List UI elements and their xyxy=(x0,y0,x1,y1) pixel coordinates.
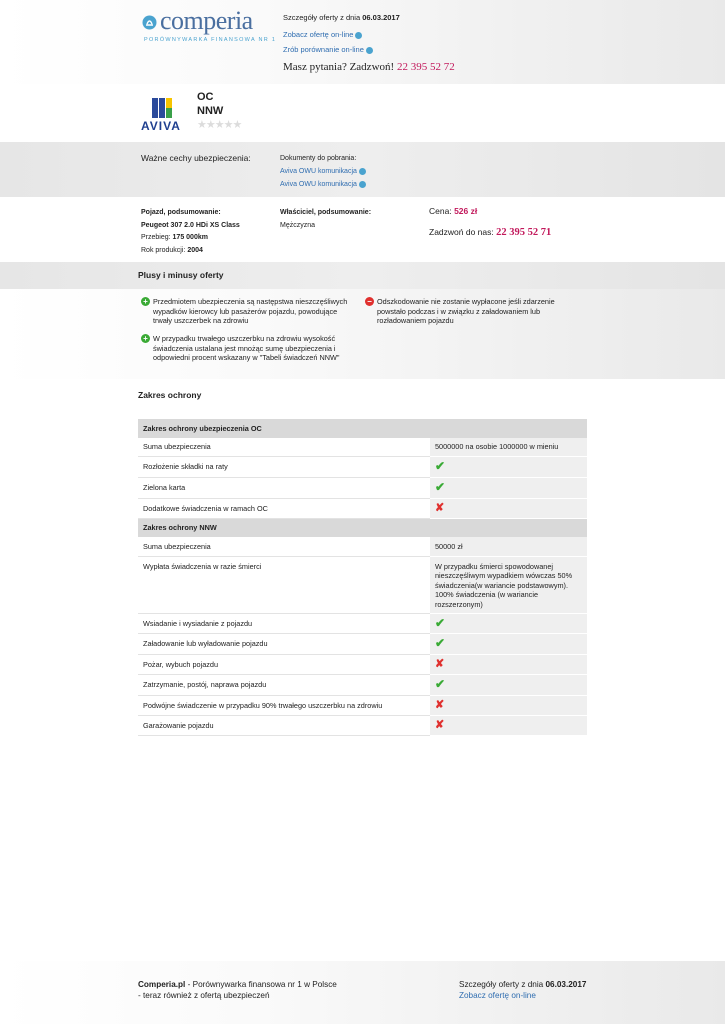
contact-line xyxy=(283,61,455,73)
features-section xyxy=(0,142,725,197)
owner-summary-title: Właściciel, podsumowanie: xyxy=(280,209,372,216)
section-title: Zakres ochrony NNW xyxy=(138,518,587,537)
footer-brand[interactable]: Comperia.pl xyxy=(138,980,186,989)
table-row xyxy=(138,613,587,633)
con-text: Odszkodowanie nie zostanie wypłacone jeśli zdarzenie powstało podczas i w związku z załadowaniem lub rozładowaniem pojazdu xyxy=(377,297,555,326)
document-link-label: Aviva OWU komunikacja xyxy=(280,168,357,175)
view-online-link[interactable] xyxy=(283,30,362,39)
arrow-circle-icon xyxy=(355,32,362,39)
star-icon: ★ xyxy=(205,119,215,131)
call-label: Zadzwoń do nas: xyxy=(429,227,494,237)
cross-icon: ✘ xyxy=(435,502,445,514)
row-label: Rozłożenie składki na raty xyxy=(138,456,430,477)
section-title: Zakres ochrony ubezpieczenia OC xyxy=(138,419,587,438)
owner-value: Mężczyzna xyxy=(280,221,316,229)
pro-item xyxy=(141,297,358,326)
pro-text: W przypadku trwałego uszczerbku na zdrowiu wysokość świadczenia ustalana jest mnożąc sumę ubezpieczenia i odpowiedni procent wskazany w "Tabeli świadczeń NNW" xyxy=(153,334,340,363)
star-icon: ★ xyxy=(232,119,242,131)
star-icon: ★ xyxy=(214,119,224,131)
arrow-circle-icon xyxy=(359,168,366,175)
view-online-label: Zobacz ofertę on-line xyxy=(283,30,354,39)
row-label: Pożar, wybuch pojazdu xyxy=(138,654,430,674)
vehicle-mileage xyxy=(141,232,240,245)
coverage-table xyxy=(138,419,587,736)
brand-name: comperia xyxy=(160,6,253,35)
footer-brand-block xyxy=(138,979,337,1001)
header xyxy=(0,0,725,84)
table-row xyxy=(138,556,587,613)
footer xyxy=(0,961,725,1024)
row-label: Zielona karta xyxy=(138,477,430,498)
check-icon: ✔ xyxy=(435,480,446,494)
star-icon: ★ xyxy=(223,119,233,131)
row-label: Garażowanie pojazdu xyxy=(138,715,430,735)
arrow-circle-icon xyxy=(359,181,366,188)
cross-icon: ✘ xyxy=(435,719,445,731)
comperia-logo-icon xyxy=(142,15,157,30)
mileage-label: Przebieg: xyxy=(141,234,171,241)
check-icon: ✔ xyxy=(435,636,446,650)
price-line xyxy=(429,206,477,216)
table-row xyxy=(138,456,587,477)
check-icon: ✔ xyxy=(435,677,446,691)
table-row xyxy=(138,695,587,715)
contact-question: Masz pytania? Zadzwoń! xyxy=(283,61,395,73)
brand-tagline: PORÓWNYWARKA FINANSOWA NR 1 xyxy=(144,37,277,43)
call-phone[interactable]: 22 395 52 71 xyxy=(496,227,552,238)
row-label: Suma ubezpieczenia xyxy=(138,537,430,556)
table-row xyxy=(138,633,587,654)
compare-online-label: Zrób porównanie on-line xyxy=(283,45,364,54)
footer-line2: - teraz również z ofertą ubezpieczeń xyxy=(138,991,270,1000)
price-label: Cena: xyxy=(429,206,452,216)
features-label: Ważne cechy ubezpieczenia: xyxy=(141,153,251,163)
check-icon: ✔ xyxy=(435,615,446,630)
row-label: Załadowanie lub wyładowanie pojazdu xyxy=(138,633,430,654)
footer-offer-date: 06.03.2017 xyxy=(545,980,587,989)
contact-phone[interactable]: 22 395 52 72 xyxy=(396,61,455,73)
pros-cons-header xyxy=(0,262,725,289)
documents-block xyxy=(280,152,366,191)
row-label: Dodatkowe świadczenia w ramach OC xyxy=(138,498,430,518)
year-label: Rok produkcji: xyxy=(141,246,186,254)
document-link[interactable] xyxy=(280,178,366,191)
footer-offer-block xyxy=(459,979,586,1001)
product-title-line2: NNW xyxy=(197,105,224,117)
table-row xyxy=(138,715,587,735)
coverage-section-header xyxy=(138,419,587,438)
plus-circle-icon: + xyxy=(141,297,150,306)
owner-summary xyxy=(280,207,371,232)
pros-cons-list xyxy=(0,289,725,379)
document-link[interactable] xyxy=(280,165,366,178)
year-value: 2004 xyxy=(187,246,203,254)
call-line xyxy=(429,227,551,238)
row-value: W przypadku śmierci spowodowanej nieszczęśliwym wypadkiem wówczas 50% świadczenia(w wariancie podstawowym). 100% świadczenia (w wariancie rozszerzonym) xyxy=(430,556,587,613)
table-row xyxy=(138,674,587,695)
mileage-value: 175 000km xyxy=(172,234,208,241)
vehicle-year xyxy=(141,245,240,258)
document-link-label: Aviva OWU komunikacja xyxy=(280,181,357,188)
row-value: 50000 zł xyxy=(430,537,587,556)
vehicle-model: Peugeot 307 2.0 HDi XS Class xyxy=(141,221,240,229)
plus-circle-icon: + xyxy=(141,334,150,343)
product-title-line1: OC xyxy=(197,91,214,103)
price-value: 526 zł xyxy=(454,206,478,216)
pros-cons-title: Plusy i minusy oferty xyxy=(138,270,224,280)
table-row xyxy=(138,654,587,674)
footer-view-online-link[interactable]: Zobacz ofertę on-line xyxy=(459,991,536,1000)
aviva-logo-icon xyxy=(152,98,174,118)
star-icon: ★ xyxy=(197,119,206,131)
cross-icon: ✘ xyxy=(435,658,445,670)
offer-date-line xyxy=(283,13,400,22)
cross-icon: ✘ xyxy=(435,699,445,711)
rating-stars xyxy=(197,118,241,131)
vehicle-summary xyxy=(141,207,240,257)
row-label: Wsiadanie i wysiadanie z pojazdu xyxy=(138,613,430,633)
aviva-logo-text: AVIVA xyxy=(141,119,181,133)
vehicle-summary-title: Pojazd, podsumowanie: xyxy=(141,209,221,216)
pro-item xyxy=(141,334,358,363)
pro-text: Przedmiotem ubezpieczenia są następstwa nieszczęśliwych wypadków kierowcy lub pasażerów pojazdu, powodujące trwały uszczerbek na zdrowiu xyxy=(153,297,348,326)
table-row xyxy=(138,498,587,518)
table-row xyxy=(138,477,587,498)
product-title xyxy=(197,90,223,118)
check-icon: ✔ xyxy=(435,459,446,473)
minus-circle-icon: − xyxy=(365,297,374,306)
product-section xyxy=(0,84,725,142)
footer-line1: - Porównywarka finansowa nr 1 w Polsce xyxy=(185,980,337,989)
arrow-circle-icon xyxy=(366,47,373,54)
row-label: Zatrzymanie, postój, naprawa pojazdu xyxy=(138,674,430,695)
compare-online-link[interactable] xyxy=(283,45,373,54)
table-row xyxy=(138,537,587,556)
row-label: Suma ubezpieczenia xyxy=(138,438,430,456)
row-label: Podwójne świadczenie w przypadku 90% trwałego uszczerbku na zdrowiu xyxy=(138,695,430,715)
offer-date: 06.03.2017 xyxy=(362,13,400,22)
coverage-section-header xyxy=(138,518,587,537)
documents-label: Dokumenty do pobrania: xyxy=(280,155,357,162)
offer-date-prefix: Szczegóły oferty z dnia xyxy=(283,13,361,22)
footer-offer-prefix: Szczegóły oferty z dnia xyxy=(459,980,544,989)
con-item xyxy=(365,297,573,326)
row-label: Wypłata świadczenia w razie śmierci xyxy=(138,556,430,613)
row-value: 5000000 na osobie 1000000 w mieniu xyxy=(430,438,587,456)
summary-section xyxy=(0,197,725,262)
coverage-title: Zakres ochrony xyxy=(138,390,202,400)
table-row xyxy=(138,438,587,456)
